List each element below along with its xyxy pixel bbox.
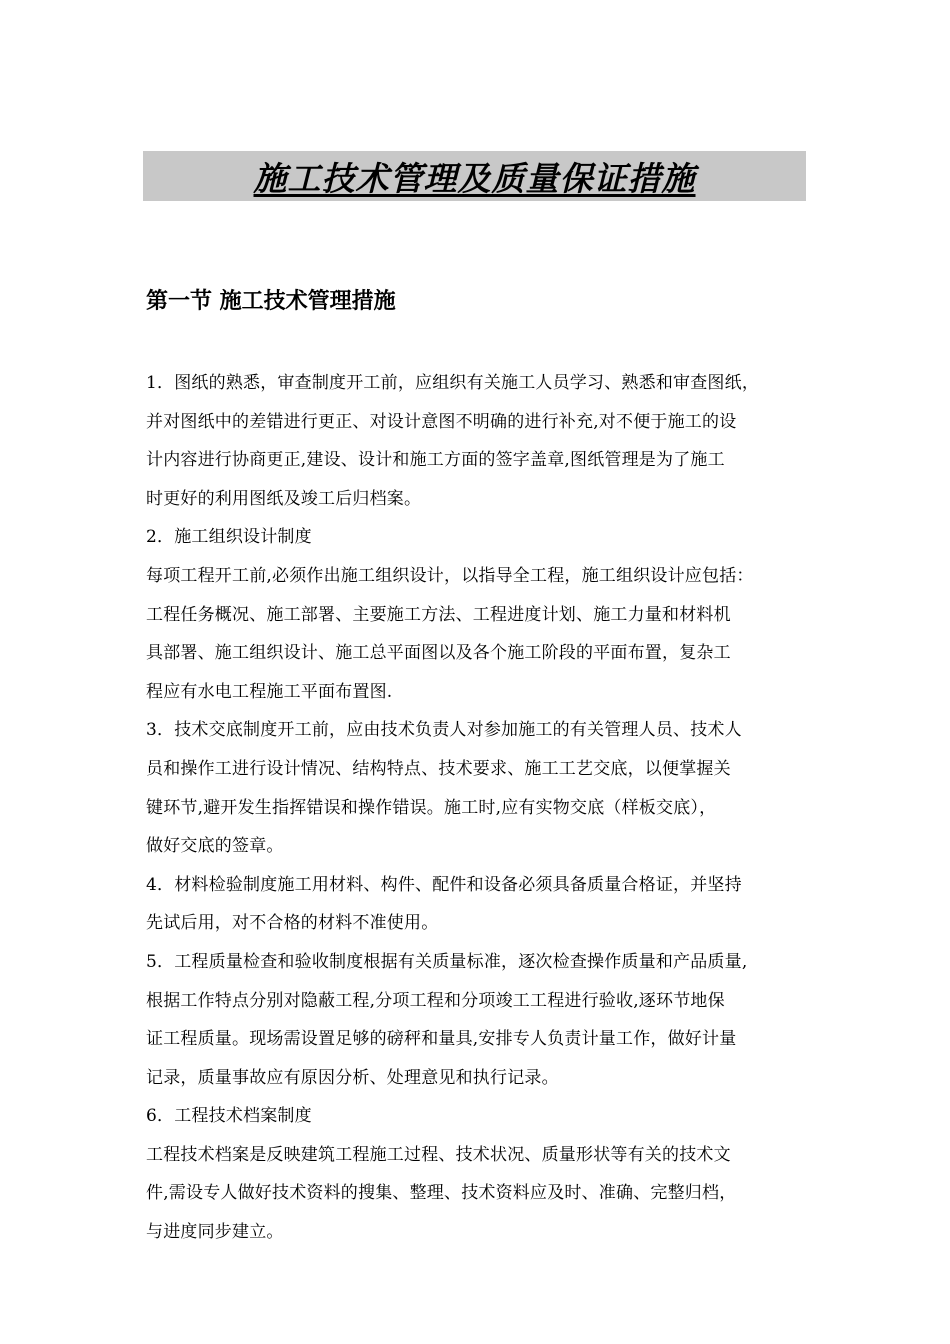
text-line: 并对图纸中的差错进行更正、对设计意图不明确的进行补充,对不便于施工的设 xyxy=(146,411,737,432)
text-line: 4．材料检验制度施工用材料、构件、配件和设备必须具备质量合格证，并坚持 xyxy=(146,874,742,895)
text-line: 程应有水电工程施工平面布置图. xyxy=(146,681,393,702)
body-text xyxy=(146,364,826,1252)
text-line: 证工程质量。现场需设置足够的磅秤和量具,安排专人负责计量工作，做好计量 xyxy=(146,1029,737,1050)
text-line: 根据工作特点分别对隐蔽工程,分项工程和分项竣工工程进行验收,逐环节地保 xyxy=(146,990,725,1011)
section-heading: 第一节 施工技术管理措施 xyxy=(146,289,396,314)
text-line: 每项工程开工前,必须作出施工组织设计，以指导全工程，施工组织设计应包括： xyxy=(146,565,754,586)
text-line: 2．施工组织设计制度 xyxy=(146,527,312,548)
text-line: 具部署、施工组织设计、施工总平面图以及各个施工阶段的平面布置，复杂工 xyxy=(146,643,731,664)
title-banner xyxy=(143,151,806,201)
document-title: 施工技术管理及质量保证措施 xyxy=(253,158,696,198)
text-line: 员和操作工进行设计情况、结构特点、技术要求、施工工艺交底，以便掌握关 xyxy=(146,758,731,779)
text-line: 6．工程技术档案制度 xyxy=(146,1106,312,1127)
text-line: 键环节,避开发生指挥错误和操作错误。施工时,应有实物交底（样板交底）， xyxy=(146,797,717,818)
text-line: 3．技术交底制度开工前，应由技术负责人对参加施工的有关管理人员、技术人 xyxy=(146,720,742,741)
text-line: 做好交底的签章。 xyxy=(146,836,284,857)
text-line: 计内容进行协商更正,建设、设计和施工方面的签字盖章,图纸管理是为了施工 xyxy=(146,450,725,471)
text-line: 5．工程质量检查和验收制度根据有关质量标准，逐次检查操作质量和产品质量, xyxy=(146,951,748,972)
text-line: 工程任务概况、施工部署、主要施工方法、工程进度计划、施工力量和材料机 xyxy=(146,604,731,625)
text-line: 与进度同步建立。 xyxy=(146,1222,284,1243)
text-line: 工程技术档案是反映建筑工程施工过程、技术状况、质量形状等有关的技术文 xyxy=(146,1144,731,1165)
text-line: 记录，质量事故应有原因分析、处理意见和执行记录。 xyxy=(146,1067,559,1088)
text-line: 1．图纸的熟悉，审查制度开工前，应组织有关施工人员学习、熟悉和审查图纸， xyxy=(146,373,760,393)
text-line: 先试后用，对不合格的材料不准使用。 xyxy=(146,913,439,934)
text-line: 时更好的利用图纸及竣工后归档案。 xyxy=(146,488,422,509)
text-line: 件,需设专人做好技术资料的搜集、整理、技术资料应及时、准确、完整归档， xyxy=(146,1183,737,1204)
